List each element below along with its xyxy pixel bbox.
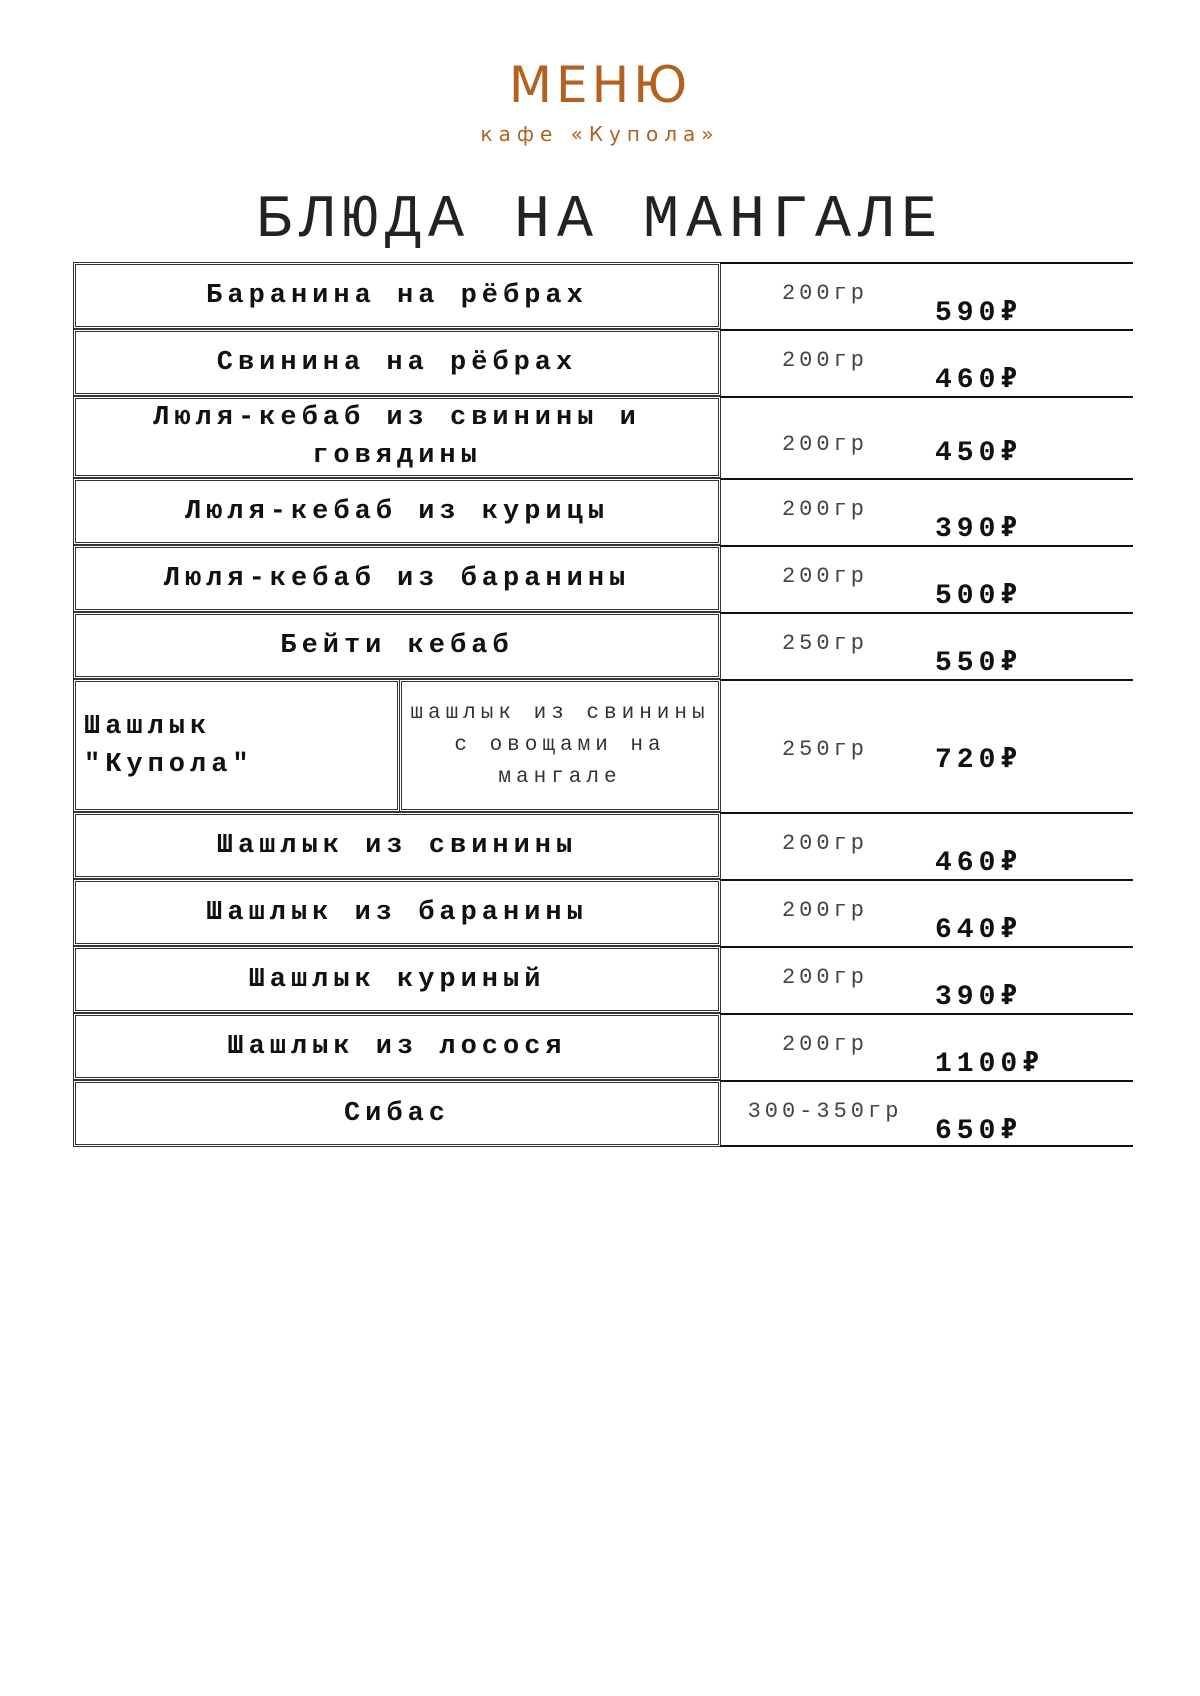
dish-weight: 200гр — [781, 1032, 868, 1057]
dish-description: шашлык из свинины с овощами на мангале — [401, 681, 719, 810]
dish-price: 390₽ — [935, 514, 1023, 545]
dish-weight: 200гр — [781, 564, 868, 589]
dish-price: 1100₽ — [935, 1049, 1045, 1080]
price-area — [720, 545, 1133, 612]
menu-table — [73, 262, 1133, 1147]
dish-name: Свинина на рёбрах — [75, 331, 719, 394]
dish-name: Люля-кебаб из курицы — [75, 480, 719, 543]
price-area — [720, 879, 1133, 946]
dish-name: Бейти кебаб — [75, 614, 719, 677]
menu-title: МЕНЮ — [508, 56, 692, 114]
dish-name: Шашлык куриный — [75, 948, 719, 1011]
dish-price: 500₽ — [935, 581, 1023, 612]
dish-name: Сибас — [75, 1082, 719, 1145]
menu-row — [73, 946, 1133, 1013]
price-area — [720, 946, 1133, 1013]
dish-name: Шашлык из свинины — [75, 814, 719, 877]
dish-price: 550₽ — [935, 648, 1023, 679]
price-area — [720, 329, 1133, 396]
menu-row — [73, 545, 1133, 612]
dish-name: Шашлык из лосося — [75, 1015, 719, 1078]
section-title: БЛЮДА НА МАНГАЛЕ — [255, 187, 945, 255]
menu-row — [73, 329, 1133, 396]
price-area — [720, 396, 1133, 478]
cafe-subtitle: кафе «Купола» — [480, 122, 720, 146]
dish-name: Баранина на рёбрах — [75, 264, 719, 327]
price-area — [720, 679, 1133, 812]
dish-price: 720₽ — [935, 745, 1023, 776]
dish-price: 390₽ — [935, 982, 1023, 1013]
price-area — [720, 1080, 1133, 1147]
dish-weight: 200гр — [781, 497, 868, 522]
menu-row — [73, 812, 1133, 879]
menu-header — [0, 55, 1200, 147]
menu-row — [73, 679, 1133, 812]
dish-price: 640₽ — [935, 915, 1023, 946]
dish-weight: 200гр — [781, 348, 868, 373]
dish-price: 590₽ — [935, 298, 1023, 329]
dish-weight: 300-350гр — [747, 1099, 903, 1124]
menu-row — [73, 612, 1133, 679]
price-area — [720, 1013, 1133, 1080]
dish-name: Люля-кебаб из баранины — [75, 547, 719, 610]
dish-weight: 200гр — [781, 432, 868, 457]
menu-row — [73, 879, 1133, 946]
dish-weight: 200гр — [781, 281, 868, 306]
dish-price: 460₽ — [935, 848, 1023, 879]
dish-price: 450₽ — [935, 438, 1023, 469]
menu-row — [73, 478, 1133, 545]
menu-row — [73, 1013, 1133, 1080]
price-area — [720, 812, 1133, 879]
dish-weight: 200гр — [781, 965, 868, 990]
dish-name: Шашлык "Купола" — [75, 681, 398, 810]
dish-weight: 250гр — [781, 737, 868, 762]
dish-name: Шашлык из баранины — [75, 881, 719, 944]
dish-name: Люля-кебаб из свинины и говядины — [75, 398, 719, 476]
menu-row — [73, 1080, 1133, 1147]
price-area — [720, 262, 1133, 329]
dish-price: 650₽ — [935, 1116, 1023, 1147]
menu-row — [73, 396, 1133, 478]
price-area — [720, 612, 1133, 679]
dish-price: 460₽ — [935, 365, 1023, 396]
dish-weight: 200гр — [781, 898, 868, 923]
dish-weight: 200гр — [781, 831, 868, 856]
dish-weight: 250гр — [781, 631, 868, 656]
dish-name-split — [75, 681, 719, 810]
price-area — [720, 478, 1133, 545]
menu-row — [73, 262, 1133, 329]
